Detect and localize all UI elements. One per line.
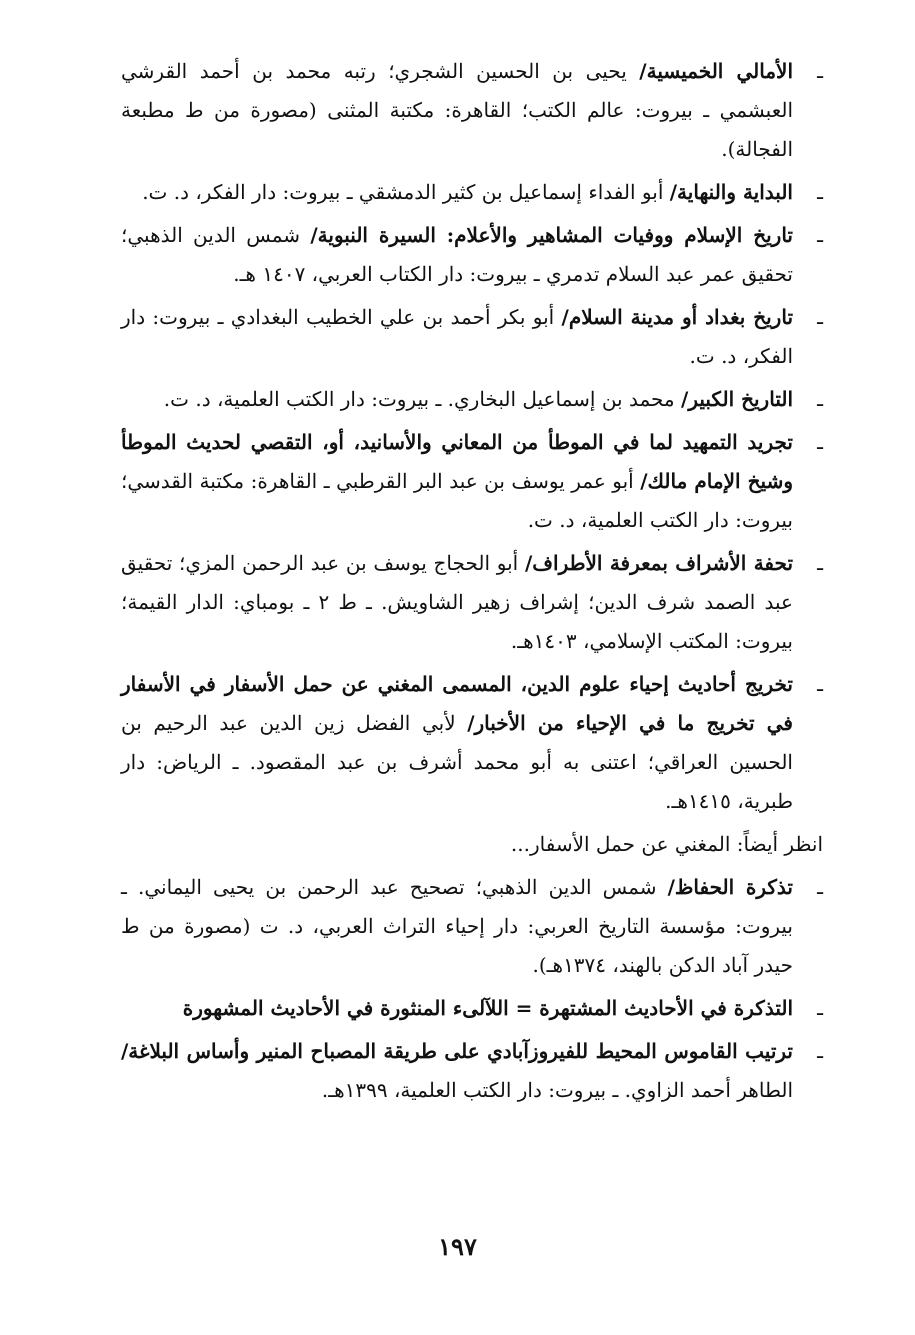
entry-body: أبو الحجاج يوسف بن عبد الرحمن المزي؛ تحقيق عبد الصمد شرف الدين؛ إشراف زهير الشاويش. ـ ط ٢ ـ بومباي: الدار القيمة؛ بيروت: المكتب الإسلامي، ١٤٠٣هـ. [121,551,793,653]
bibliography-entry [121,544,823,661]
entry-title: ترتيب القاموس المحيط للفيروزآبادي على طريقة المصباح المنير وأساس البلاغة/ [121,1039,793,1063]
entry-body: لأبي الفضل زين الدين عبد الرحيم بن الحسين العراقي؛ اعتنى به أبو محمد أشرف بن عبد المقصود. ـ الرياض: دار طبرية، ١٤١٥هـ. [121,711,793,813]
bibliography-entry [121,173,823,212]
entry-dash: ـ [817,430,823,454]
entry-body: أبو بكر أحمد بن علي الخطيب البغدادي ـ بيروت: دار الفكر، د. ت. [121,305,793,368]
entry-body: أبو الفداء إسماعيل بن كثير الدمشقي ـ بيروت: دار الفكر، د. ت. [142,180,670,204]
entry-body: الطاهر أحمد الزاوي. ـ بيروت: دار الكتب العلمية، ١٣٩٩هـ. [321,1078,793,1102]
entry-body: انظر أيضاً: المغني عن حمل الأسفار... [510,832,823,856]
entry-title: تاريخ بغداد أو مدينة السلام/ [561,305,794,329]
entry-dash: ـ [817,59,823,83]
entry-title: تاريخ الإسلام ووفيات المشاهير والأعلام: السيرة النبوية/ [310,223,793,247]
bibliography-entry [121,423,823,540]
entry-title: الأمالي الخميسية/ [639,59,794,83]
entry-title: تخريج أحاديث إحياء علوم الدين، المسمى المغني عن حمل الأسفار في الأسفار في تخريج ما في الإحياء من الأخبار/ [121,672,793,735]
entry-body: محمد بن إسماعيل البخاري. ـ بيروت: دار الكتب العلمية، د. ت. [163,387,682,411]
entry-dash: ـ [817,875,823,899]
entry-title: التاريخ الكبير/ [681,387,793,411]
entry-body: شمس الدين الذهبي؛ تصحيح عبد الرحمن بن يحيى اليماني. ـ بيروت: مؤسسة التاريخ العربي: دار إحياء التراث العربي، د. ت (مصورة من ط حيدر آباد الدكن بالهند، ١٣٧٤هـ). [121,875,793,977]
entry-title: التذكرة في الأحاديث المشتهرة = اللآلىء المنثورة في الأحاديث المشهورة [182,996,793,1020]
entry-dash: ـ [817,672,823,696]
bibliography-entry [121,52,823,169]
entry-dash: ـ [817,223,823,247]
see-also-note [121,825,823,864]
entry-body: أبو عمر يوسف بن عبد البر القرطبي ـ القاهرة: مكتبة القدسي؛ بيروت: دار الكتب العلمية، د. ت. [121,469,793,532]
bibliography-entry [121,298,823,376]
bibliography-entry [121,665,823,821]
page-number: ١٩٧ [438,1232,477,1261]
entry-body: شمس الدين الذهبي؛ تحقيق عمر عبد السلام تدمري ـ بيروت: دار الكتاب العربي، ١٤٠٧ هـ. [121,223,793,286]
entry-dash: ـ [817,387,823,411]
bibliography-entry [121,380,823,419]
entry-title: تحفة الأشراف بمعرفة الأطراف/ [524,551,794,575]
entry-body: يحيى بن الحسين الشجري؛ رتبه محمد بن أحمد القرشي العبشمي ـ بيروت: عالم الكتب؛ القاهرة: مكتبة المثنى (مصورة من ط مطبعة الفجالة). [121,59,793,161]
bibliography-entry [121,989,823,1028]
entry-title: تجريد التمهيد لما في الموطأ من المعاني والأسانيد، أو، التقصي لحديث الموطأ وشيخ الإمام مالك/ [121,430,793,493]
bibliography-entry [121,868,823,985]
entry-dash: ـ [817,180,823,204]
entry-title: البداية والنهاية/ [669,180,793,204]
bibliography-entry [121,216,823,294]
entry-dash: ـ [817,1039,823,1063]
bibliography-entry [121,1032,823,1110]
bibliography-list [121,52,823,1114]
entry-dash: ـ [817,996,823,1020]
entry-dash: ـ [817,551,823,575]
entry-dash: ـ [817,305,823,329]
entry-title: تذكرة الحفاظ/ [667,875,793,899]
